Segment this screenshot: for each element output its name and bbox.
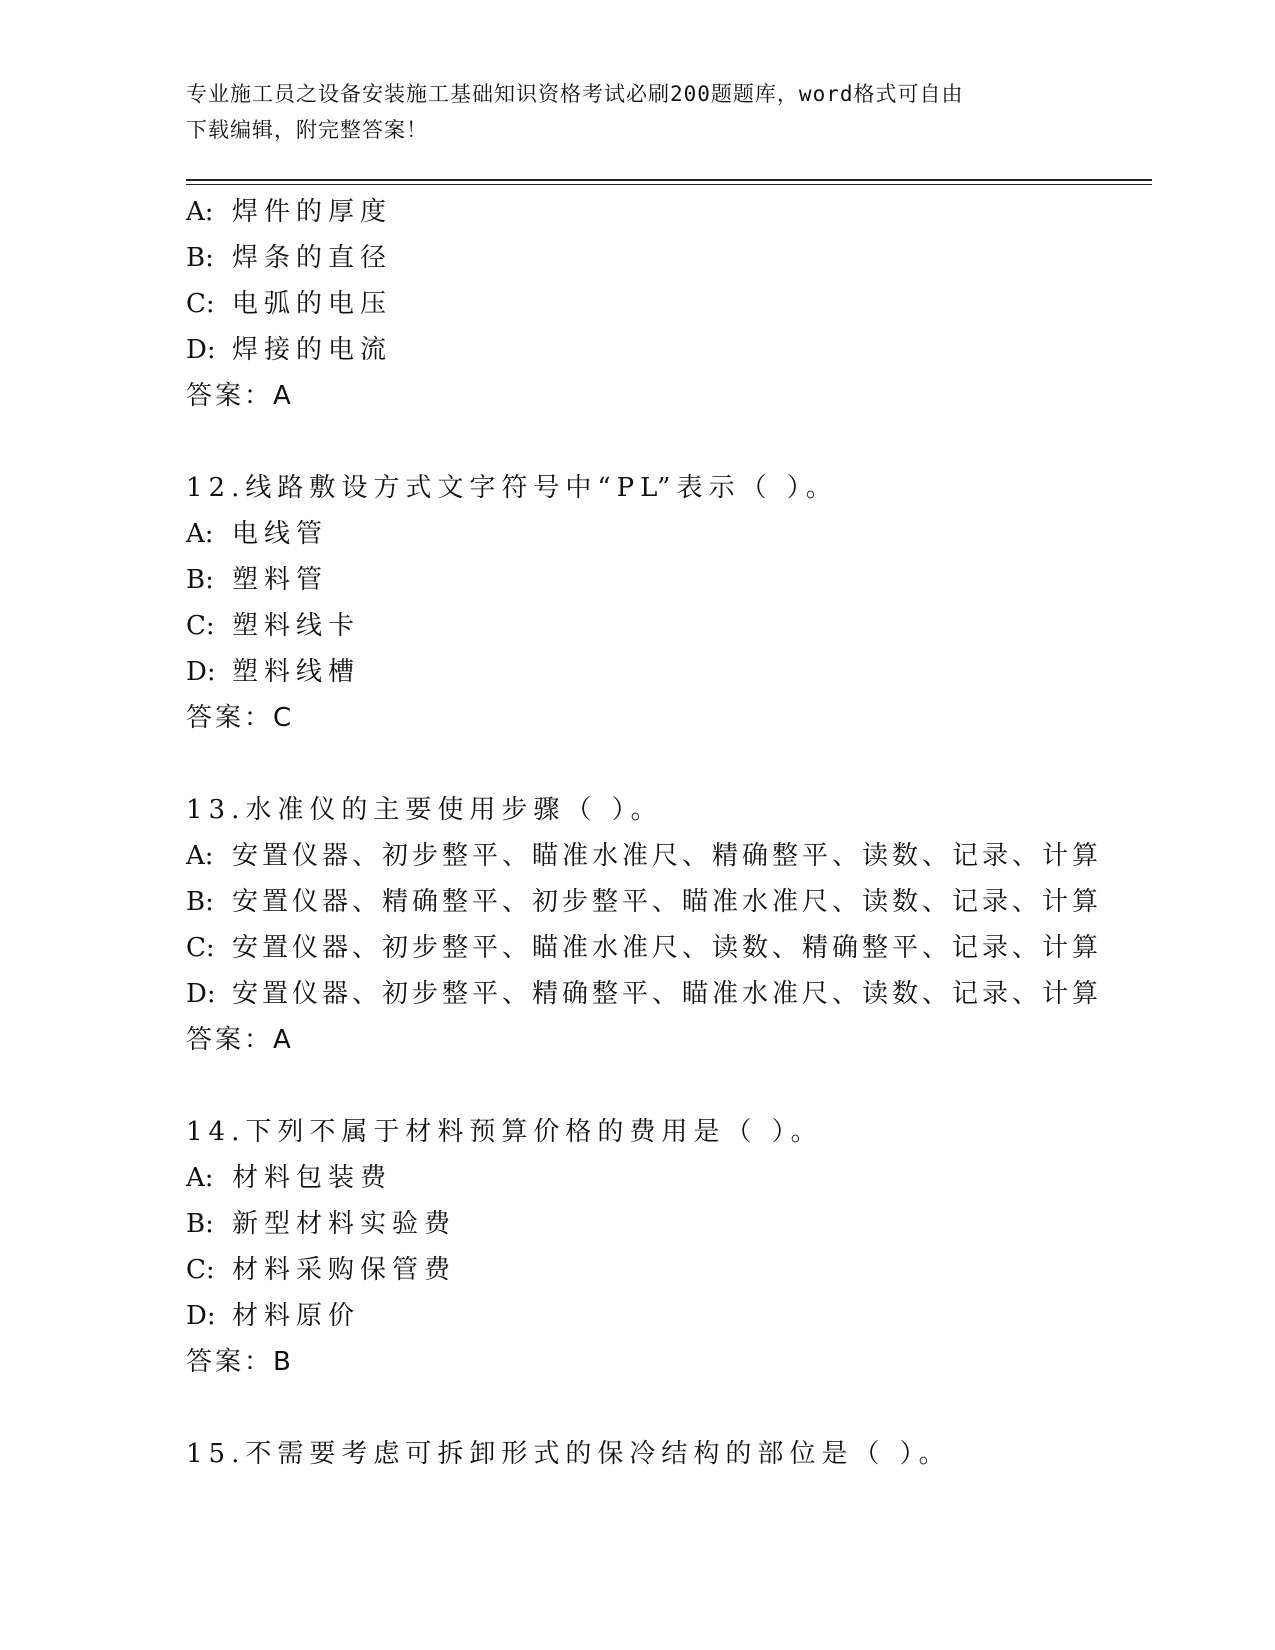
option-c: C: 电弧的电压 — [186, 289, 393, 319]
option-b: B: 焊条的直径 — [186, 243, 393, 273]
answer: 答案：C — [186, 703, 295, 733]
question-title: 15.不需要考虑可拆卸形式的保冷结构的部位是（ ）。 — [186, 1439, 951, 1469]
question-12 — [186, 465, 1186, 741]
option-a: A: 安置仪器、初步整平、瞄准水准尺、精确整平、读数、记录、计算 — [186, 841, 1103, 871]
option-b: B: 塑料管 — [186, 565, 329, 595]
document-header — [186, 76, 1086, 148]
question-14 — [186, 1109, 1186, 1385]
header-line-1: 专业施工员之设备安装施工基础知识资格考试必刷200题题库，word格式可自由 — [186, 82, 964, 106]
option-c: C: 安置仪器、初步整平、瞄准水准尺、读数、精确整平、记录、计算 — [186, 933, 1103, 963]
answer: 答案：B — [186, 1347, 294, 1377]
option-d: D: 焊接的电流 — [186, 335, 393, 365]
answer: 答案：A — [186, 381, 294, 411]
question-15 — [186, 1431, 1186, 1477]
header-divider-thick — [186, 179, 1152, 181]
header-line-2: 下载编辑，附完整答案！ — [186, 118, 428, 142]
question-title: 12.线路敷设方式文字符号中“PL”表示（ ）。 — [186, 473, 838, 503]
answer: 答案：A — [186, 1025, 294, 1055]
question-title: 13.水准仪的主要使用步骤（ ）。 — [186, 795, 663, 825]
option-c: C: 塑料线卡 — [186, 611, 361, 641]
option-a: A: 电线管 — [186, 519, 329, 549]
question-13 — [186, 787, 1186, 1063]
option-a: A: 材料包装费 — [186, 1163, 393, 1193]
option-d: D: 塑料线槽 — [186, 657, 361, 687]
option-d: D: 安置仪器、初步整平、精确整平、瞄准水准尺、读数、记录、计算 — [186, 979, 1103, 1009]
question-title: 14.下列不属于材料预算价格的费用是（ ）。 — [186, 1117, 823, 1147]
question-11 — [186, 189, 1186, 419]
question-list — [186, 189, 1186, 1477]
option-d: D: 材料原价 — [186, 1301, 361, 1331]
option-b: B: 安置仪器、精确整平、初步整平、瞄准水准尺、读数、记录、计算 — [186, 887, 1103, 917]
option-c: C: 材料采购保管费 — [186, 1255, 457, 1285]
option-b: B: 新型材料实验费 — [186, 1209, 457, 1239]
header-divider-thin — [186, 184, 1152, 185]
option-a: A: 焊件的厚度 — [186, 197, 393, 227]
